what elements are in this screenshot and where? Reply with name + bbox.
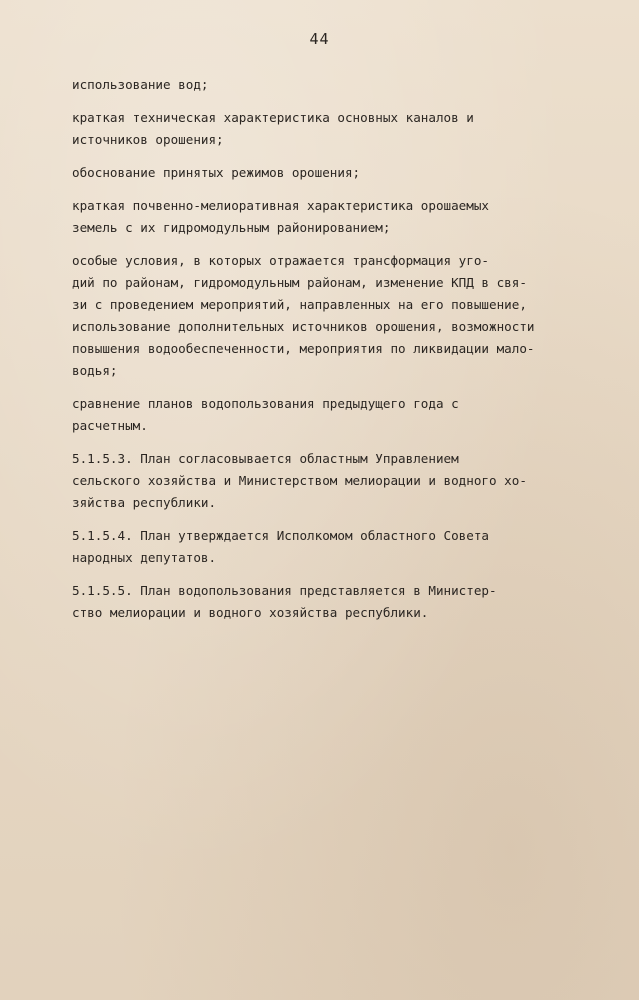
text-line: дий по районам, гидромодульным районам, изменение КПД в свя- <box>72 275 527 290</box>
text-line: 5.1.5.4. План утверждается Исполкомом областного Совета <box>72 528 490 543</box>
text-line: краткая почвенно-мелиоративная характеристика орошаемых <box>72 198 490 213</box>
text-line: использование дополнительных источников орошения, возможности <box>72 319 535 334</box>
paragraph <box>72 162 592 184</box>
paragraph <box>72 107 592 151</box>
text-line: 5.1.5.3. План согласовывается областным Управлением <box>72 451 459 466</box>
text-line: сельского хозяйства и Министерством мелиорации и водного хо- <box>72 473 527 488</box>
paragraph <box>72 448 592 514</box>
text-line: обоснование принятых режимов орошения; <box>72 165 361 180</box>
paragraph <box>72 74 592 96</box>
text-line: земель с их гидромодульным районированием; <box>72 220 391 235</box>
text-line: водья; <box>72 363 118 378</box>
paragraph <box>72 250 592 382</box>
text-line: использование вод; <box>72 77 209 92</box>
text-line: 5.1.5.5. План водопользования представляется в Министер- <box>72 583 497 598</box>
text-line: зи с проведением мероприятий, направленных на его повышение, <box>72 297 527 312</box>
document-body <box>72 74 592 635</box>
text-line: краткая техническая характеристика основных каналов и <box>72 110 474 125</box>
text-line: народных депутатов. <box>72 550 217 565</box>
text-line: ство мелиорации и водного хозяйства республики. <box>72 605 429 620</box>
text-line: особые условия, в которых отражается трансформация уго- <box>72 253 490 268</box>
paragraph <box>72 525 592 569</box>
text-line: источников орошения; <box>72 132 224 147</box>
text-line: расчетным. <box>72 418 148 433</box>
page-number: 44 <box>309 30 330 48</box>
paragraph <box>72 393 592 437</box>
paragraph <box>72 580 592 624</box>
text-line: сравнение планов водопользования предыдущего года с <box>72 396 459 411</box>
text-line: зяйства республики. <box>72 495 217 510</box>
text-line: повышения водообеспеченности, мероприятия по ликвидации мало- <box>72 341 535 356</box>
paragraph <box>72 195 592 239</box>
